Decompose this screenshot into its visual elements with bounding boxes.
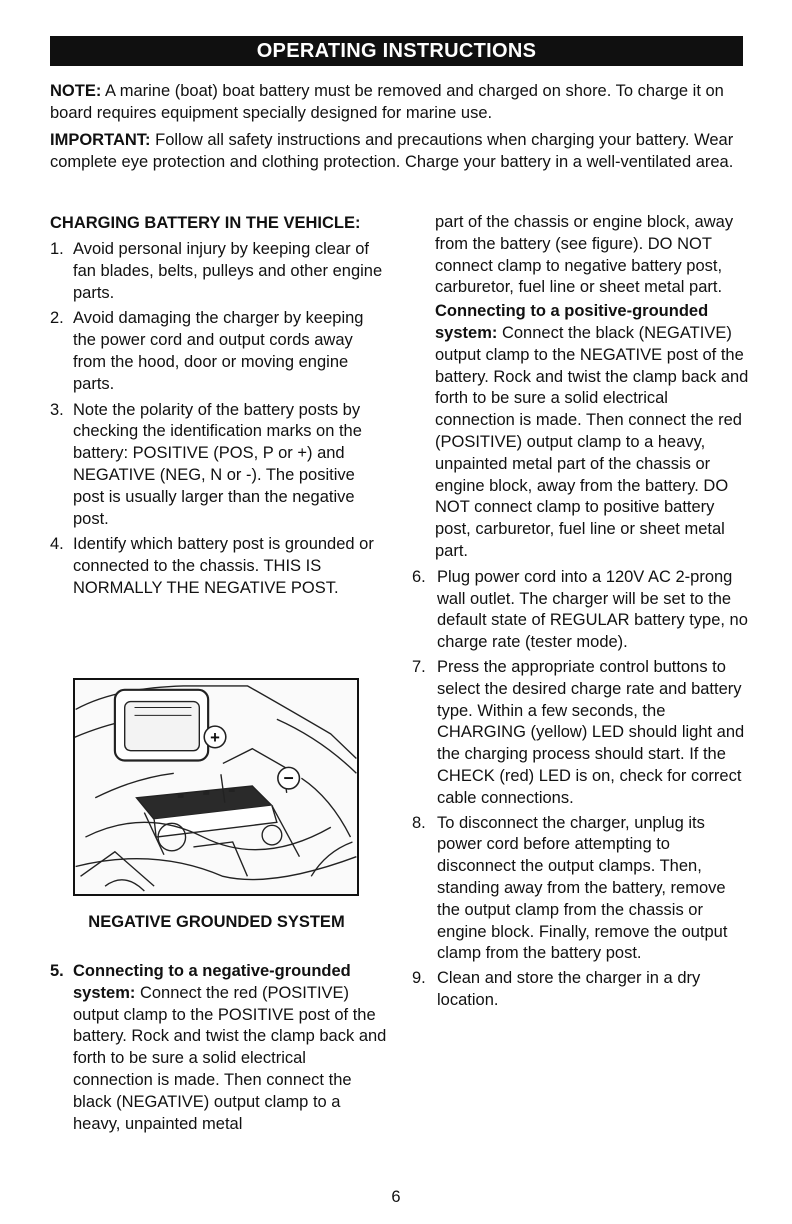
list-item: [50, 400, 390, 531]
list-item: [50, 308, 390, 395]
instruction-list-right: [412, 567, 752, 1012]
item-text: To disconnect the charger, unplug its power cord before attempting to disconnect the output clamps. Then, standing away from the battery, remove the output clamp from the chassis or engine block. Finally, remove the output clamp from the battery post.: [437, 813, 728, 963]
item-number: 9.: [412, 969, 426, 988]
item5-continuation: part of the chassis or engine block, away from the battery (see figure). DO NOT connect clamp to negative battery post, carburetor, fuel line or sheet metal part.: [435, 213, 734, 297]
figure-caption: NEGATIVE GROUNDED SYSTEM: [88, 913, 345, 931]
section-title: CHARGING BATTERY IN THE VEHICLE:: [50, 214, 361, 232]
right-column: [412, 212, 752, 1015]
item5-text: Connect the red (POSITIVE) output clamp to the POSITIVE post of the battery. Rock and twist the clamp back and forth to be sure a solid electrical connection is made. Then connect the black (NEGATIVE) output clamp to a heavy, unpainted metal: [73, 983, 387, 1133]
positive-ground-text: Connect the black (NEGATIVE) output clamp to the NEGATIVE post of the battery. Rock and twist the clamp back and forth to be sure a solid electrical connection is made. Then connect the red (POSITIVE) output clamp to a heavy, unpainted metal part of the chassis or engine block, away from the battery. DO NOT connect clamp to positive battery post, carburetor, fuel line or sheet metal part.: [435, 323, 749, 560]
list-item: [50, 534, 390, 599]
item5-heading: Connecting to a negative-grounded system:: [73, 962, 351, 1002]
item-text: Press the appropriate control buttons to select the desired charge rate and battery type. Within a few seconds, the CHARGING (yellow) LED should light and the charging process should start. If the CHECK (red) LED is on, check for correct cable connections.: [437, 657, 745, 807]
page-number: 6: [391, 1188, 401, 1206]
section-banner: OPERATING INSTRUCTIONS: [50, 36, 743, 66]
list-item: [412, 968, 752, 1012]
item-number: 1.: [50, 240, 64, 258]
item-number: 6.: [412, 567, 426, 586]
list-item: [412, 567, 752, 654]
item-number: 8.: [412, 813, 426, 832]
list-item: [412, 813, 752, 966]
note-text: A marine (boat) boat battery must be removed and charged on shore. To charge it on board requires equipment specially designed for marine use.: [50, 82, 724, 122]
important-paragraph: [50, 129, 742, 173]
engine-bay-figure: [73, 678, 359, 896]
positive-symbol: +: [210, 727, 220, 747]
important-text: Follow all safety instructions and precautions when charging your battery. Wear complete eye protection and clothing protection. Charge your battery in a well-ventilated area.: [50, 131, 734, 171]
engine-battery-illustration: [75, 680, 357, 894]
list-item-5: [50, 961, 390, 1135]
item-number: 5.: [50, 962, 64, 980]
item-number: 2.: [50, 309, 64, 328]
item-number: 4.: [50, 535, 64, 554]
important-label: IMPORTANT:: [50, 131, 151, 149]
note-paragraph: [50, 80, 742, 124]
item-number: 3.: [50, 400, 64, 419]
item-text: Note the polarity of the battery posts by checking the identification marks on the battery: POSITIVE (POS, P or +) and NEGATIVE (NEG, N or -). The positive post is usually larger than the negative post.: [73, 400, 362, 528]
item-text: Identify which battery post is grounded or connected to the chassis. THIS IS NORMALLY THE NEGATIVE POST.: [73, 535, 374, 597]
item-text: Clean and store the charger in a dry location.: [437, 969, 701, 1009]
list-item: [412, 657, 752, 810]
instruction-list-left: [50, 239, 390, 600]
item-number: 7.: [412, 657, 426, 676]
item-text: Avoid personal injury by keeping clear of fan blades, belts, pulleys and other engine parts.: [73, 240, 383, 302]
negative-symbol: −: [283, 768, 294, 789]
left-column: [50, 212, 390, 604]
list-item: [50, 239, 390, 304]
item-text: Avoid damaging the charger by keeping the power cord and output cords away from the hood, door or moving engine parts.: [73, 309, 364, 393]
item-text: Plug power cord into a 120V AC 2-prong wall outlet. The charger will be set to the default state of REGULAR battery type, no charge rate (tester mode).: [437, 567, 748, 652]
positive-ground-heading: Connecting to a positive-grounded system:: [435, 302, 709, 342]
note-label: NOTE:: [50, 82, 102, 100]
positive-ground-paragraph: [412, 301, 752, 563]
